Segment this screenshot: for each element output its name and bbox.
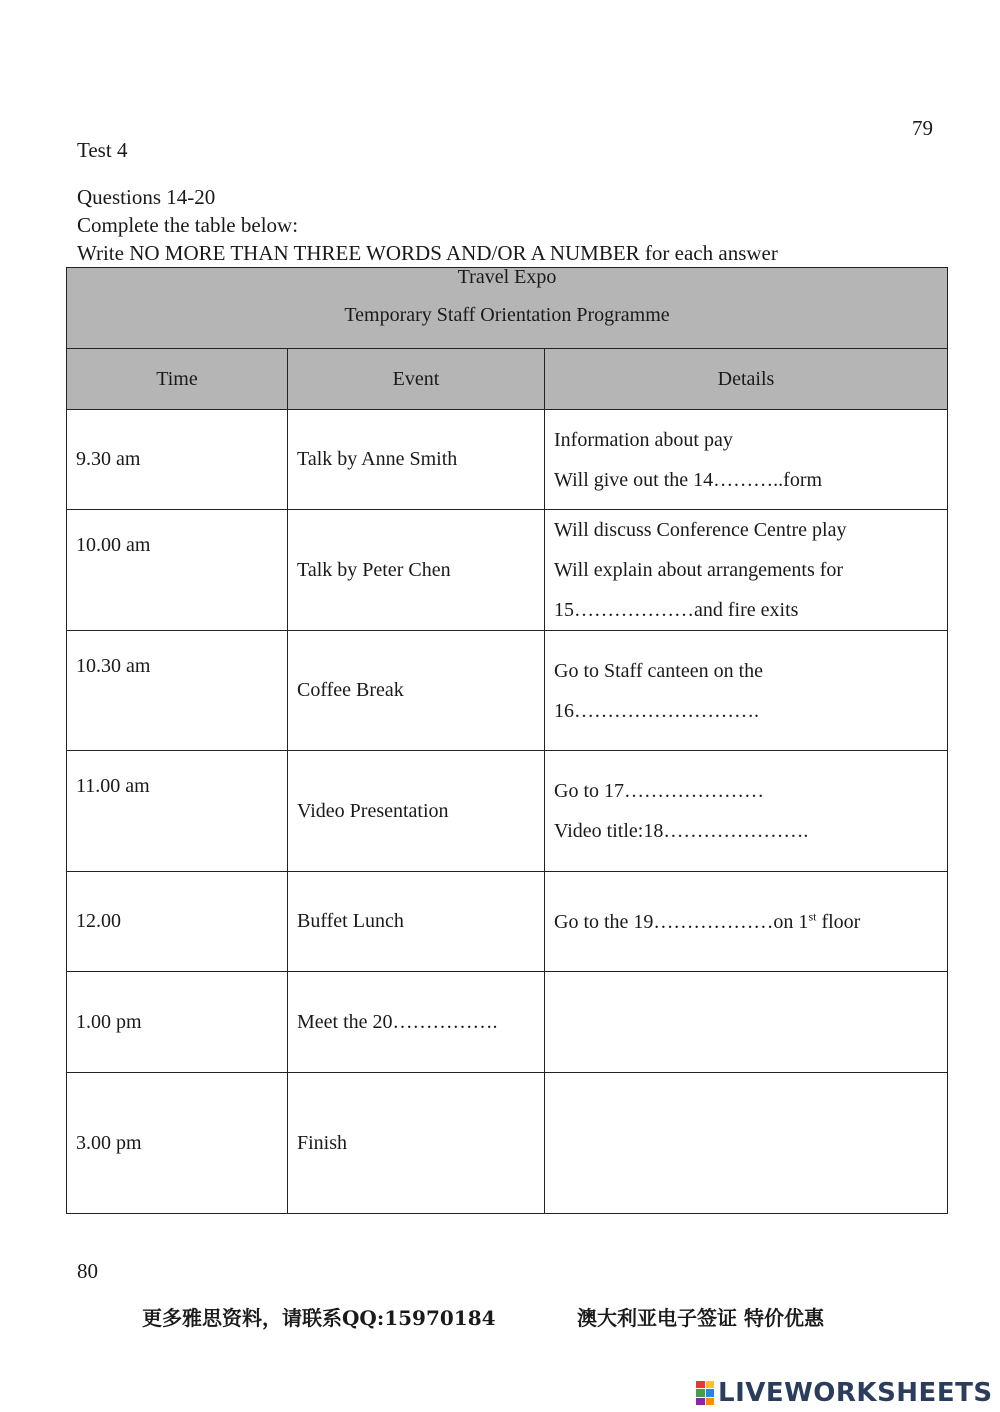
answer-gap-15[interactable]: 15………………and fire exits xyxy=(554,599,799,621)
page-number-top: 79 xyxy=(912,116,933,140)
details-cell xyxy=(545,631,948,751)
answer-gap-19[interactable]: Go to the 19………………on 1st floor xyxy=(554,909,861,933)
footer-promo-right: 澳大利亚电子签证 特价优惠 xyxy=(577,1306,824,1330)
time-cell: 10.00 am xyxy=(67,510,288,631)
table-title-row xyxy=(67,268,948,349)
answer-gap-16[interactable]: 16………………………. xyxy=(554,699,759,722)
event-cell: Video Presentation xyxy=(288,751,545,872)
time-cell: 9.30 am xyxy=(67,410,288,510)
details-line: Will explain about arrangements for xyxy=(554,559,844,581)
time-cell: 12.00 xyxy=(67,872,288,972)
details-line: Information about pay xyxy=(554,428,733,451)
event-cell: Coffee Break xyxy=(288,631,545,751)
table-title-cell xyxy=(67,268,948,349)
instruction-line-1: Complete the table below: xyxy=(77,213,299,237)
table-row xyxy=(67,631,948,751)
table-row xyxy=(67,410,948,510)
table-row xyxy=(67,751,948,872)
table-subtitle: Temporary Staff Orientation Programme xyxy=(344,304,670,326)
answer-gap-18[interactable]: Video title:18…………………. xyxy=(554,820,809,842)
time-cell: 10.30 am xyxy=(67,631,288,751)
event-cell: Talk by Peter Chen xyxy=(288,510,545,631)
column-header-details: Details xyxy=(545,349,948,410)
details-cell xyxy=(545,751,948,872)
page-number-bottom: 80 xyxy=(77,1259,98,1283)
table-row xyxy=(67,872,948,972)
answer-gap-20[interactable]: Meet the 20……………. xyxy=(288,972,545,1073)
answer-gap-14[interactable]: Will give out the 14………..form xyxy=(554,468,823,491)
brand-text: LIVEWORKSHEETS xyxy=(718,1378,993,1408)
column-header-time: Time xyxy=(67,349,288,410)
table-row xyxy=(67,1073,948,1214)
test-label: Test 4 xyxy=(77,138,128,162)
time-cell: 11.00 am xyxy=(67,751,288,872)
time-cell: 3.00 pm xyxy=(67,1073,288,1214)
details-cell xyxy=(545,972,948,1073)
answer-gap-17[interactable]: Go to 17………………… xyxy=(554,780,764,802)
details-cell xyxy=(545,1073,948,1214)
details-line: Go to Staff canteen on the xyxy=(554,659,764,682)
time-cell: 1.00 pm xyxy=(67,972,288,1073)
table-row xyxy=(67,510,948,631)
table-row xyxy=(67,972,948,1073)
liveworksheets-icon xyxy=(696,1381,714,1405)
event-cell: Talk by Anne Smith xyxy=(288,410,545,510)
details-line: Will discuss Conference Centre play xyxy=(554,519,847,541)
table-header-row xyxy=(67,349,948,410)
details-cell xyxy=(545,510,948,631)
event-cell: Buffet Lunch xyxy=(288,872,545,972)
details-cell xyxy=(545,872,948,972)
event-cell: Finish xyxy=(288,1073,545,1214)
footer-promo-left: 更多雅思资料，请联系QQ:15970184 xyxy=(142,1306,496,1330)
liveworksheets-logo[interactable] xyxy=(696,1378,993,1408)
questions-range: Questions 14-20 xyxy=(77,185,216,209)
instruction-line-2: Write NO MORE THAN THREE WORDS AND/OR A NUMBER for each answer xyxy=(77,241,778,265)
details-cell xyxy=(545,410,948,510)
table-title: Travel Expo xyxy=(457,266,557,288)
orientation-table xyxy=(66,267,948,1214)
column-header-event: Event xyxy=(288,349,545,410)
